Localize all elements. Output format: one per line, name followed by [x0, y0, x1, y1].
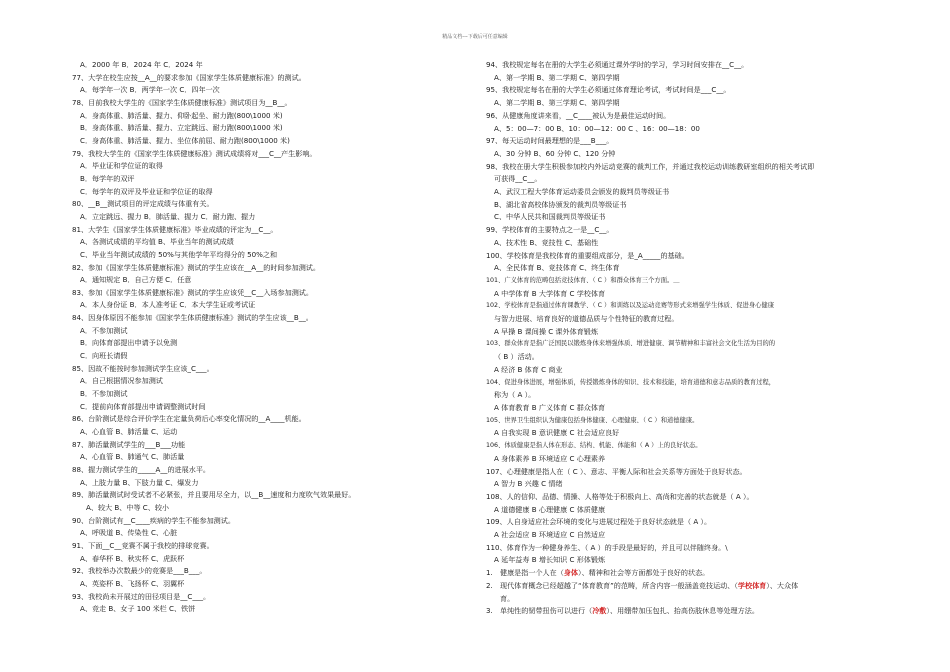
page-header: 精品文档---下载后可任意编辑 [442, 34, 508, 40]
question-line: 98、我校在册大学生积极参加校内外运动竞赛的裁判工作，并通过我校运动训练教研室组织的相关考试即 [486, 161, 815, 171]
answer-option-line: （ B ）活动。 [494, 352, 539, 362]
question-line: 94、我校规定每名在册的大学生必须通过课外学时的学习，学习时间安排在__C__。 [486, 60, 749, 69]
answer-option-line: B．向体育部提出申请予以免测 [80, 338, 178, 348]
answer-option-line: A 智力 B 兴趣 C 情绪 [494, 479, 563, 489]
item-number: 3. [486, 606, 493, 616]
answer-option-line: A、第二学期 B、第三学期 C、第四学期 [494, 98, 620, 108]
question-line: 93、我校尚未开展过的田径项目是__C___。 [72, 591, 211, 601]
item-text-tail: ）、精神和社会等方面都处于良好的状态。 [578, 568, 710, 578]
item-text: 健康是指一个人在（ [500, 568, 564, 578]
question-line: 77、大学在校生应按__A__的要求参加《国家学生体质健康标准》的测试。 [72, 72, 306, 82]
answer-option-line: C．每学年的双评及毕业证和学位证的取得 [80, 186, 213, 196]
answer-option-line: A 道德健康 B 心理健康 C 体质健康 [494, 504, 606, 514]
answer-highlight: 学校体育 [737, 580, 767, 590]
question-line: 102、学校体育是指通过体育课教学、（ C ）和训练以及运动竞赛等形式来增强学生体质、促进身心健康 [486, 302, 775, 310]
answer-option-line: A．毕业证和学位证的取得 [80, 161, 163, 171]
numbered-item [486, 605, 906, 618]
question-line: 82、参加《国家学生体质健康标准》测试的学生应该在__A__的时间参加测试。 [72, 262, 320, 272]
question-line: 95、我校规定每名在册的大学生必须通过体育理论考试，考试时间是___C__。 [486, 85, 731, 95]
answer-option-line: B、湖北省高校体协颁发的裁判员等级证书 [494, 199, 627, 209]
answer-option-line: C．向班长请假 [80, 351, 128, 361]
answer-option-line: B．每学年的双评 [80, 173, 135, 183]
numbered-item [486, 593, 906, 606]
answer-option-line: A．通知规定 B．自己方便 C．任意 [80, 275, 192, 285]
question-line: 108、人的信仰、品德、情操、人格等处于积极向上、高尚和完善的状态就是（ A ）。 [486, 491, 754, 501]
answer-option-line: A、较大 B、中等 C、较小 [86, 502, 170, 512]
question-line: 101、广义体育的范畴包括竞技体育、（ C ）和群众体育三个方面。＿ [486, 276, 680, 284]
question-line: 78、目前我校大学生的《国家学生体质健康标准》测试项目为__B__。 [72, 97, 292, 107]
question-line: 89、肺活量测试时受试者不必紧张，并且要用尽全力，以__B__速度和力度吹气效果最好。 [72, 490, 356, 500]
question-line: 100、学校体育是我校体育的重要组成部分，是_A_____的基础。 [486, 250, 689, 260]
answer-option-line: A 延年益寿 B 增长知识 C 形体锻炼 [494, 555, 606, 565]
answer-option-line: C、中华人民共和国裁判员等级证书 [494, 212, 606, 222]
answer-option-line: B．身高体重、肺活量、握力、立定跳远、耐力跑(800\1000 米) [80, 123, 283, 133]
question-line: 85、因故不能按时参加测试学生应该_C___。 [72, 363, 214, 373]
answer-option-line: A、武汉工程大学体育运动委员会颁发的裁判员等级证书 [494, 187, 670, 197]
question-line: 83、参加《国家学生体质健康标准》测试的学生应该凭__C__入场参加测试。 [72, 287, 313, 297]
answer-option-line: A 中学体育 B 大学体育 C 学校体育 [494, 288, 606, 298]
answer-option-line: A 身体素养 B 环境适应 C 心理素养 [494, 453, 606, 463]
question-line: 81、大学生《国家学生体质健康标准》毕业成绩的评定为__C__。 [72, 224, 278, 234]
answer-option-line: A、春华杯 B、秋实杯 C、虎跃杯 [80, 553, 185, 563]
answer-option-line: A 自我实现 B 意识健康 C 社会适应良好 [494, 428, 620, 438]
item-text: 育。 [500, 593, 515, 603]
question-line: 86、台阶测试是综合评价学生在定量负荷后心率变化情况的__A____机能。 [72, 414, 306, 424]
answer-option-line: C．提前向体育部提出申请调整测试时间 [80, 401, 206, 411]
answer-option-line: A．不参加测试 [80, 325, 128, 335]
question-line: 92、我校举办次数最少的竞赛是___B___。 [72, 566, 207, 576]
answer-option-line: A、心血管 B、肺通气 C、肺活量 [80, 452, 185, 462]
question-line: 106、体质健康是指人体在形态、结构、机能、体能和（ A ）上的良好状态。 [486, 442, 702, 450]
answer-option-line: 称为（ A ）。 [494, 390, 536, 400]
answer-option-line: 与智力进展、培育良好的道德品质与个性特征的教育过程。 [494, 314, 679, 324]
left-column [72, 59, 482, 616]
question-line: 103、群众体育是指广泛国民以锻炼身体来增强体质、增进健康、调节精神和丰富社会文化生活为目的的 [486, 340, 776, 348]
question-line: 97、每天运动时间最理想的是___B___。 [486, 136, 614, 146]
answer-option-line: A 早操 B 课间操 C 课外体育锻炼 [494, 326, 598, 336]
question-line: 90、台阶测试有__C____疾病的学生不能参加测试。 [72, 515, 235, 525]
answer-option-line: A、技术性 B、竞技性 C、基础性 [494, 237, 599, 247]
answer-option-line: A．自己根据情况参加测试 [80, 376, 163, 386]
item-text: 单纯性的韧带扭伤可以进行（ [500, 606, 593, 616]
answer-option-line: A 社会适应 B 环境适应 C 自然适应 [494, 530, 606, 540]
question-line: 80、__B__测试项目的评定成绩与体重有关。 [72, 199, 214, 209]
item-number: 1. [486, 568, 493, 578]
item-text: 现代体育概念已经超越了“体育教育”的范畴，所含内容一般涵盖竞技运动、（ [500, 580, 738, 590]
numbered-item [486, 580, 906, 593]
answer-option-line: A、英姿杯 B、飞扬杯 C、羽翼杯 [80, 578, 185, 588]
item-text-tail: ）、大众体 [766, 580, 799, 590]
answer-option-line: A、上肢力量 B、下肢力量 C、爆发力 [80, 477, 199, 487]
answer-option-line: A．立定跳远、握力 B．肺活量、握力 C．耐力跑、握力 [80, 211, 256, 221]
numbered-item [486, 567, 906, 580]
item-text-tail: ）、用绷带加压包扎、抬高伤肢休息等处理方法。 [606, 606, 759, 616]
answer-option-line: A 经济 B 体育 C 商业 [494, 364, 563, 374]
answer-option-line: A．身高体重、肺活量、握力、仰卧起坐、耐力跑(800\1000 米) [80, 110, 283, 120]
question-line: 99、学校体育的主要特点之一是__C__。 [486, 225, 614, 235]
answer-option-line: A．每学年一次 B．两学年一次 C．四年一次 [80, 85, 220, 95]
question-line: 109、人自身适应社会环境的变化与进展过程处于良好状态就是（ A ）。 [486, 517, 712, 527]
question-line: 88、握力测试学生的_____A__的进展水平。 [72, 465, 211, 474]
question-line: 96、从健康角度讲来看，__C____被认为是最佳运动时间。 [486, 110, 671, 120]
answer-option-line: A 体育教育 B 广义体育 C 群众体育 [494, 402, 606, 412]
answer-option-line: A、呼吸道 B、传染性 C、心脏 [80, 528, 178, 538]
answer-option-line: A、竞走 B、女子 100 米栏 C、铁饼 [80, 604, 196, 614]
question-line: 91、下面__C__竞赛不属于我校的排球竞赛。 [72, 540, 214, 550]
answer-option-line: A、5：00—7：00 B、10：00—12：00 C 、16：00—18：00 [494, 123, 700, 133]
answer-option-line: A、30 分钟 B、60 分钟 C、120 分钟 [494, 148, 616, 158]
answer-highlight: 冷敷 [592, 606, 607, 616]
answer-option-line: A、各测试成绩的平均值 B、毕业当年的测试成绩 [80, 237, 234, 247]
answer-option-line: A．2000 年 B．2024 年 C．2024 年 [80, 60, 203, 69]
question-line: 104、促进身体进展，增强体质，传授锻炼身体的知识、技术和技能，培育道德和意志品质的教育过程， [486, 378, 776, 386]
answer-option-line: A、第一学期 B、第二学期 C、第四学期 [494, 72, 620, 82]
question-line: 110、体育作为一种健身养生、（ A ）的手段是最好的，并且可以伴随终身。\ [486, 542, 728, 552]
right-column [486, 59, 906, 618]
question-line: 105、世界卫生组织认为健康包括身体健康、心理健康、（ C ）和道德健康。 [486, 416, 699, 424]
question-line: 79、我校大学生的《国家学生体质健康标准》测试成绩将对___C__产生影响。 [72, 148, 317, 158]
answer-option-line: A、心血管 B、肺活量 C、运动 [80, 427, 178, 437]
question-line: 107、心理健康是指人在（ C ）、意志、平衡人际和社会关系等方面处于良好状态。 [486, 466, 747, 476]
answer-option-line: B．不参加测试 [80, 389, 128, 399]
answer-option-line: C、毕业当年测试成绩的 50%与其他学年平均得分的 50%之和 [80, 249, 278, 259]
question-line: 84、因身体原因不能参加《国家学生体质健康标准》测试的学生应该__B__。 [72, 313, 313, 323]
answer-option-line: A、全民体育 B、竞技体育 C、终生体育 [494, 263, 620, 273]
answer-highlight: 身体 [563, 568, 579, 578]
answer-option-line: 可获得__C__。 [494, 174, 542, 184]
answer-option-line: A．本人身份证 B．本人准考证 C．本大学生证或考试证 [80, 300, 256, 310]
answer-option-line: C．身高体重、肺活量、握力、坐位体前屈、耐力跑(800\1000 米) [80, 135, 290, 145]
question-line: 87、肺活量测试学生的___B___功能 [72, 439, 186, 449]
item-number: 2. [486, 580, 493, 590]
